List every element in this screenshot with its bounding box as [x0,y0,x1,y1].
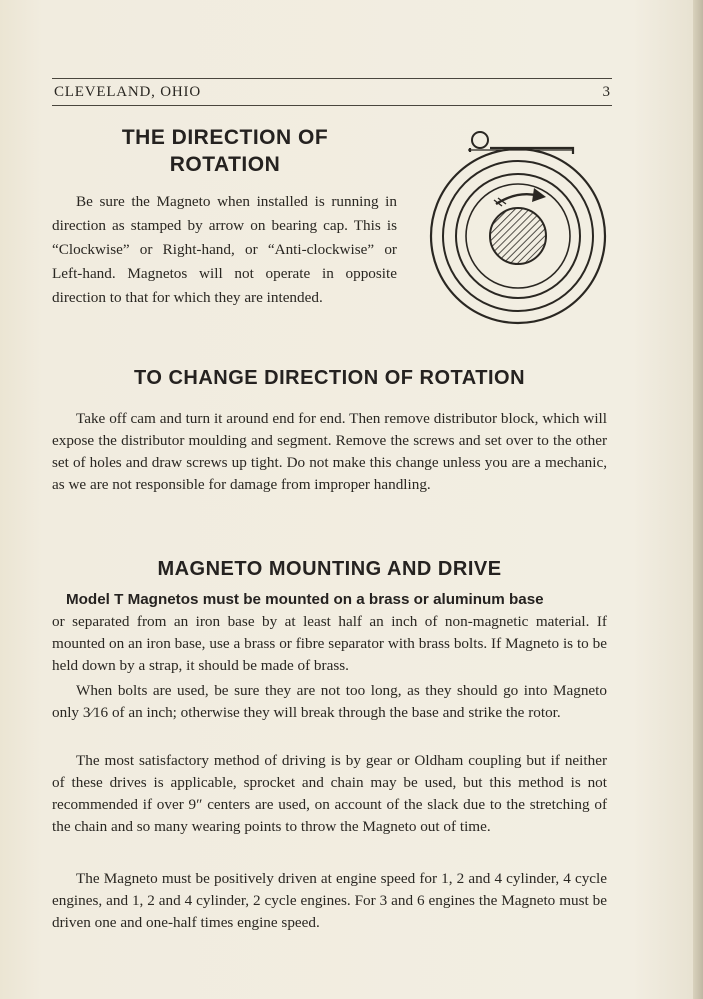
heading-line-1: THE DIRECTION OF [121,126,329,149]
bolts-text-b: of an inch; otherwise they will break through the base and strike the rotor. [108,704,561,721]
heading-line-2: ROTATION [169,153,281,176]
page-number: 3 [602,84,610,100]
heading-mounting-drive: MAGNETO MOUNTING AND DRIVE [157,558,502,580]
change-direction-paragraph: Take off cam and turn it around end for end. Then remove distributor block, which will expose the distributor moulding and segment. Remove the screws and set over to the other set of holes and draw screws up tight. Do not make this change unless you are a mechanic, as we are not responsible for damage from improper handling. [52,410,607,493]
mounting-paragraph-1 [52,589,607,677]
heading-change-direction: TO CHANGE DIRECTION OF ROTATION [133,367,526,389]
mounting-paragraph-4: The Magneto must be positively driven at engine speed for 1, 2 and 4 cylinder, 4 cycle engines, and 1, 2 and 4 cylinder, 2 cycle engines. For 3 and 6 engines the Magneto must be driven one and one-half times engine speed. [52,870,607,931]
mounting-paragraph-3: The most satisfactory method of driving is by gear or Oldham coupling but if neither of these drives is applicable, sprocket and chain may be used, but this method is not recommended if over 9″ centers are used, on account of the slack due to the stretching of the chain and so many wearing points to throw the Magneto out of time. [52,752,607,835]
mounting-paragraph-1-text: or separated from an iron base by at least half an inch of non-magnetic material. If mounted on an iron base, use a brass or fibre separator with brass bolts. If Magneto is to be held down by a strap, it should be made of brass. [52,613,607,674]
mounting-lead-bold: Model T Magnetos must be mounted on a brass or aluminum base [66,591,544,608]
bolt-depth-fraction: 3⁄16 [82,704,109,721]
heading-direction-of-rotation [100,124,350,178]
running-header [52,78,612,106]
mounting-paragraph-2 [52,680,607,724]
page-edge [693,0,703,999]
header-city: CLEVELAND, OHIO [54,84,201,100]
rotation-paragraph: Be sure the Magneto when installed is running in direction as stamped by arrow on bearing cap. This is “Clockwise” or Right-hand, or “Anti-clockwise” or Left-hand. Magnetos will not operate in opposite direction to that for which they are intended. [52,193,397,306]
bolts-text-a: When bolts are used, be sure they are not too long, as they should go into Magneto only [52,682,607,721]
magneto-end-view-icon [428,126,608,341]
